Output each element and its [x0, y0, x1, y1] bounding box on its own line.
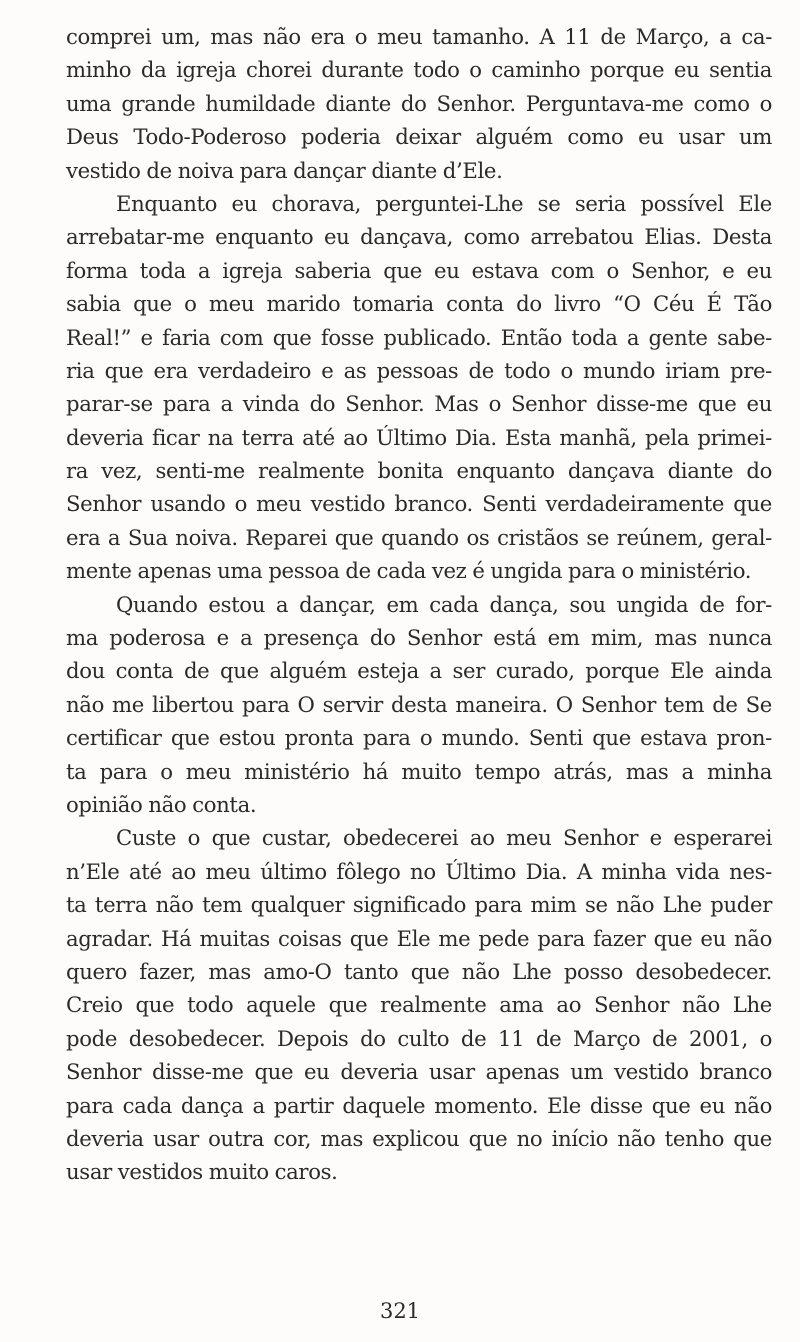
text-line: para cada dança a partir daquele momento. Ele disse que eu não [66, 1092, 772, 1118]
text-line: não me libertou para O servir desta maneira. O Senhor tem de Se [66, 691, 772, 717]
text-line: Creio que todo aquele que realmente ama ao Senhor não Lhe [66, 992, 772, 1018]
text-line: uma grande humildade diante do Senhor. Perguntava-me como o [66, 90, 772, 116]
text-line: dou conta de que alguém esteja a ser curado, porque Ele ainda [66, 658, 772, 684]
text-line: quero fazer, mas amo-O tanto que não Lhe posso desobedecer. [66, 958, 772, 984]
text-line: mente apenas uma pessoa de cada vez é ungida para o ministério. [66, 558, 752, 584]
text-line: Real!” e faria com que fosse publicado. Então toda a gente sabe- [66, 324, 772, 350]
text-line: sabia que o meu marido tomaria conta do livro “O Céu É Tão [66, 291, 772, 317]
text-line: deveria usar outra cor, mas explicou que no início não tenho que [66, 1125, 772, 1151]
text-line: certificar que estou pronta para o mundo. Senti que estava pron- [66, 725, 772, 751]
text-line: opinião não conta. [66, 791, 257, 817]
text-line: Deus Todo-Poderoso poderia deixar alguém como eu usar um [66, 124, 772, 150]
text-line: ta para o meu ministério há muito tempo atrás, mas a minha [66, 758, 772, 784]
text-line: ta terra não tem qualquer significado para mim se não Lhe puder [66, 892, 772, 918]
body-text [66, 20, 772, 1189]
text-line: agradar. Há muitas coisas que Ele me pede para fazer que eu não [66, 925, 772, 951]
text-line: pode desobedecer. Depois do culto de 11 de Março de 2001, o [66, 1025, 772, 1051]
text-line: ria que era verdadeiro e as pessoas de todo o mundo iriam pre- [66, 357, 772, 383]
text-line: Custe o que custar, obedecerei ao meu Senhor e esperarei [116, 825, 772, 851]
text-line: n’Ele até ao meu último fôlego no Último Dia. A minha vida nes- [66, 858, 772, 884]
text-line: era a Sua noiva. Reparei que quando os cristãos se reúnem, geral- [66, 524, 772, 550]
text-line: ra vez, senti-me realmente bonita enquanto dançava diante do [66, 458, 772, 484]
text-line: comprei um, mas não era o meu tamanho. A 11 de Março, a ca- [66, 24, 772, 49]
text-line: Enquanto eu chorava, perguntei-Lhe se seria possível Ele [116, 190, 772, 216]
text-line: ma poderosa e a presença do Senhor está em mim, mas nunca [66, 625, 772, 651]
text-line: usar vestidos muito caros. [66, 1159, 338, 1185]
text-line: Quando estou a dançar, em cada dança, sou ungida de for- [116, 591, 772, 617]
page-number: 321 [379, 1299, 421, 1323]
text-line: minho da igreja chorei durante todo o caminho porque eu sentia [66, 57, 772, 83]
text-line: Senhor disse-me que eu deveria usar apenas um vestido branco [66, 1059, 772, 1085]
text-line: vestido de noiva para dançar diante d’Ele. [66, 157, 503, 183]
text-line: arrebatar-me enquanto eu dançava, como arrebatou Elias. Desta [66, 224, 772, 250]
text-line: parar-se para a vinda do Senhor. Mas o Senhor disse-me que eu [66, 391, 772, 417]
text-line: forma toda a igreja saberia que eu estava com o Senhor, e eu [66, 257, 772, 283]
text-line: deveria ficar na terra até ao Último Dia. Esta manhã, pela primei- [66, 424, 772, 450]
text-line: Senhor usando o meu vestido branco. Senti verdadeiramente que [66, 491, 772, 517]
